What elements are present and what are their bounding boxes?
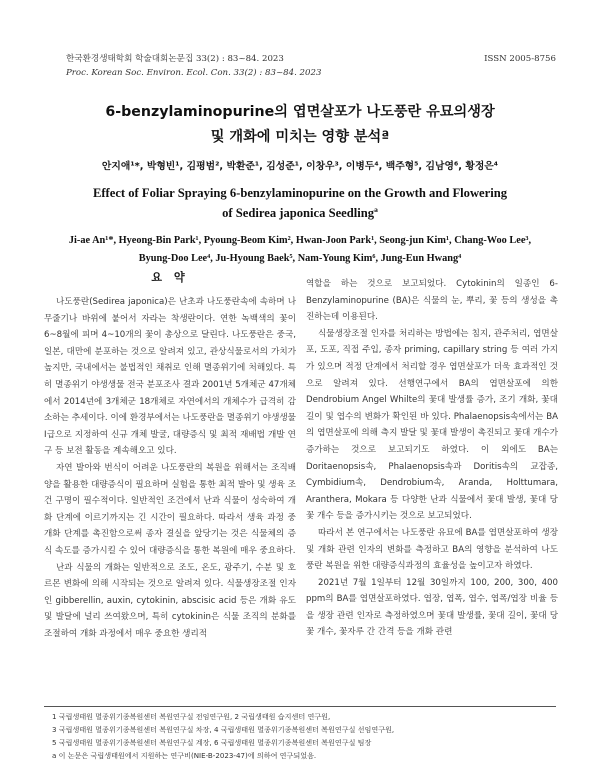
abstract-right-column — [306, 276, 558, 641]
title-english-line1: Effect of Foliar Spraying 6-benzylaminopurine on the Growth and Flowering — [92, 186, 508, 200]
abstract-paragraph: 자연 발아와 번식이 어려운 나도풍란의 복원을 위해서는 조직배양을 활용한 대량증식이 필요하며 실험을 통한 최적 발아 및 생육 조건 구명이 필수적이다. 일반적인 조건에서 난과 식물이 성숙하여 개화 단계에 이르기까지는 긴 시간이 필요하다. 따라서 생육 과정 중 개화 단계를 촉진함으로써 종자 결실을 앞당기는 것은 식물체의 증식 속도를 증가시킬 수 있어 대량증식을 통한 복원에 매우 중요하다. — [44, 462, 296, 556]
footnote: 3 국립생태원 멸종위기종복원센터 복원연구실 차장, 4 국립생태원 멸종위기종복원센터 복원연구실 선임연구원, — [52, 725, 395, 734]
abstract-paragraph: 식물생장조절 인자를 처리하는 방법에는 침지, 관주처리, 엽면살포, 도포, 직접 주입, 종자 priming, capillary string 등 여러 가지가 있으며 적정 단계에서 처리할 경우 엽면살포가 더욱 효과적인 것으로 알려져 있다. 선행연구에서 BA의 엽면살포에 의한 Dendrobium Angel Whilte의 꽃대 발생률 증가, 조기 개화, 꽃대 길이 및 엽수의 변화가 확인된 바 있다. Phalaenopsis속에서는 BA의 엽면살포에 의해 측지 발달 및 꽃대 발생이 촉진되고 꽃대 개수가 증가하는 것으로 보고되기도 하였다. 이 외에도 BA는 Doritaenopsis속, Phalaenopsis속과 Doritis속의 교잡종, Cymbidium속, Dendrobium속, Aranda, Holttumara, Aranthera, Mokara 등 다양한 난과 식물에서 꽃대 발생, 꽃대 당 꽃 개수 등을 증가시키는 것으로 보고되었다. — [306, 328, 558, 522]
abstract-paragraph: 난과 식물의 개화는 일반적으로 조도, 온도, 광주기, 수분 및 호르몬 변화에 의해 시작되는 것으로 알려져 있다. 식물생장조절 인자인 gibberellin, auxin, cytokinin, abscisic acid 등은 개화 유도 및 발달에 널리 쓰여왔으며, 특히 cytokinin은 식물 조직의 분화를 조절하여 개화 과정에서 매우 중요한 생리적 — [44, 562, 296, 639]
abstract-paragraph: 2021년 7월 1일부터 12월 30일까지 100, 200, 300, 400 ppm의 BA를 엽면살포하였다. 엽장, 엽폭, 엽수, 엽폭/엽장 비율 등을 생장 관련 인자로 측정하였으며 꽃대 발생률, 꽃대 길이, 꽃대 당 꽃 개수, 꽃자루 간 간격 등을 개화 관련 — [306, 577, 558, 638]
abstract-paragraph: 나도풍란(Sedirea japonica)은 난초과 나도풍란속에 속하며 나무줄기나 바위에 붙어서 자라는 착생란이다. 연한 녹백색의 꽃이 6~8월에 피며 4~10개의 꽃이 총상으로 달린다. 나도풍란은 중국, 일본, 대만에 분포하는 것으로 알려져 있고, 관상식물로서의 가치가 높지만, 국내에서는 불법적인 채취로 인해 멸종위기에 처해있다. 특히 멸종위기 야생생물 전국 분포조사 결과 2001년 5개체군 47개체에서 2014년에 3개체군 18개체로 자연에서의 개체수가 급격히 감소하는 추세이다. 이에 환경부에서는 나도풍란을 멸종위기 야생생물 Ⅰ급으로 지정하여 신규 개체 발굴, 대량증식 및 최적 재배법 개발 연구 등 보전 활동을 계속해오고 있다. — [44, 297, 296, 457]
authors-english-line2: Byung-Doo Lee⁴, Ju-Hyoung Baek⁵, Nam-Young Kim⁶, Jung-Eun Hwang⁴ — [138, 252, 462, 264]
abstract-paragraph: 역할을 하는 것으로 보고되었다. Cytokinin의 일종인 6-Benzylaminopurine (BA)은 식물의 눈, 뿌리, 꽃 등의 생성을 촉진하는데 이용된다. — [306, 279, 558, 323]
footnote-divider — [44, 706, 556, 707]
abstract-left-column — [44, 268, 296, 642]
footnote: a 이 논문은 국립생태원에서 지원하는 연구비(NIE-B-2023-47)에 의하여 연구되었음. — [52, 751, 317, 760]
authors-english — [44, 232, 556, 267]
footnote: 5 국립생태원 멸종위기종복원센터 복원연구실 계장, 6 국립생태원 멸종위기종복원센터 복원연구실 팀장 — [52, 738, 372, 747]
authors-english-line1: Ji-ae An¹*, Hyeong-Bin Park¹, Pyoung-Beom Kim², Hwan-Joon Park¹, Seong-jun Kim¹, Chang-Woo Lee³, — [68, 235, 532, 246]
journal-citation-ko: 한국환경생태학회 학술대회논문집 33(2) : 83~84. 2023 — [66, 54, 284, 64]
footnotes — [52, 710, 552, 762]
journal-citation-en: Proc. Korean Soc. Environ. Ecol. Con. 33(2) : 83~84. 2023 — [66, 68, 322, 78]
issn: ISSN 2005-8756 — [484, 54, 556, 64]
abstract-heading: 요 약 — [151, 271, 189, 284]
title-english-line2: of Sedirea japonica Seedlingª — [222, 206, 378, 220]
authors-korean: 안지애¹*, 박형빈¹, 김평범², 박환준¹, 김성준¹, 이창우³, 이병두⁴, 백주형⁵, 김남영⁶, 황정은⁴ — [101, 161, 499, 172]
journal-citation — [66, 52, 321, 80]
abstract-paragraph: 따라서 본 연구에서는 나도풍란 유묘에 BA를 엽면살포하여 생장 및 개화 관련 인자의 변화를 측정하고 BA의 영향을 분석하여 나도풍란 복원을 위한 대량증식과정의 효율성을 높이고자 하였다. — [306, 527, 558, 572]
title-korean-line2: 및 개화에 미치는 영향 분석ª — [210, 129, 390, 145]
title-korean-line1: 6-benzylaminopurine의 엽면살포가 나도풍란 유묘의생장 — [105, 104, 495, 120]
title-english — [0, 183, 600, 223]
title-korean — [0, 100, 600, 150]
footnote: 1 국립생태원 멸종위기종복원센터 복원연구실 전임연구원, 2 국립생태원 습지센터 연구원, — [52, 712, 331, 721]
